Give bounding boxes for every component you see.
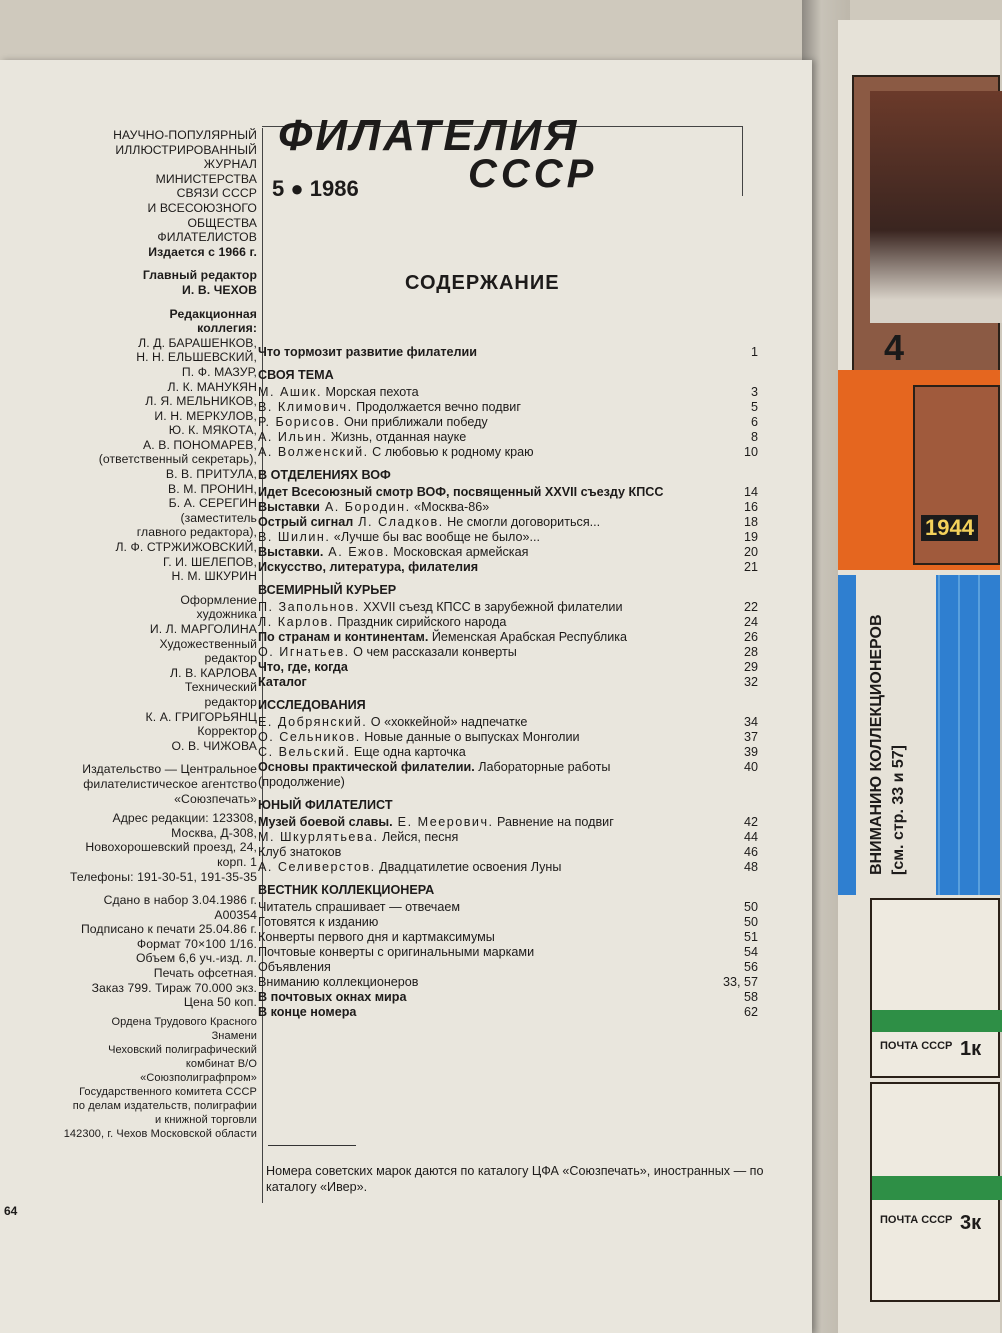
toc-entry-title [258, 660, 698, 675]
toc-entry-author: О. Игнатьев. [258, 645, 350, 659]
toc-entry-page: 1 [750, 345, 758, 359]
toc-entry-page [698, 775, 758, 790]
toc-entry [258, 615, 758, 630]
toc-entry-author: А. Ежов. [323, 545, 390, 559]
imprint-line: МИНИСТЕРСТВА [155, 171, 257, 186]
toc-entry-author: В. Климович. [258, 400, 353, 414]
toc-entry-title [258, 730, 698, 745]
toc-section-heading: В ОТДЕЛЕНИЯХ ВОФ [258, 468, 391, 482]
imprint-line: Объем 6,6 уч.-изд. л. [135, 951, 257, 966]
toc-entry-text: Лейся, песня [378, 830, 459, 844]
imprint-line: Сдано в набор 3.04.1986 г. [103, 893, 257, 908]
imprint-line: Цена 50 коп. [183, 995, 257, 1010]
imprint-line: по делам издательств, полиграфии [72, 1099, 257, 1112]
toc-entry-text: Каталог [258, 675, 307, 689]
toc-entry [258, 385, 758, 400]
imprint-since: Издается с 1966 г. [148, 244, 257, 259]
notice-text [866, 614, 910, 875]
toc-entry-rubric: Острый сигнал [258, 515, 354, 529]
toc-entry [258, 745, 758, 760]
stamp-thermology-1k [870, 898, 1000, 1078]
toc-entry-text: Конверты первого дня и картмаксимумы [258, 930, 495, 944]
toc-entry-title [258, 930, 698, 945]
toc-entry-page: 42 [743, 815, 758, 829]
toc-entry-text: «Москва-86» [410, 500, 490, 514]
toc-entry-title [258, 430, 698, 445]
toc-entry-page: 44 [743, 830, 758, 844]
imprint-line: Новохорошевский проезд, 24, [85, 840, 257, 855]
toc-section-heading: ИССЛЕДОВАНИЯ [258, 698, 366, 712]
imprint-line: Чеховский полиграфический [108, 1043, 257, 1056]
toc-entry-text: Двадцатилетие освоения Луны [375, 860, 562, 874]
toc-entry-text: Объявления [258, 960, 331, 974]
imprint-line: Корректор [197, 724, 257, 739]
toc-entry-rubric: Выставки [258, 500, 320, 514]
toc-entry-page: 20 [743, 545, 758, 559]
imprint-line: Государственного комитета СССР [79, 1085, 257, 1098]
imprint-line: комбинат В/О [185, 1057, 257, 1070]
imprint-line: художника [196, 607, 257, 622]
imprint-line: НАУЧНО-ПОПУЛЯРНЫЙ [113, 128, 257, 142]
toc-entry-title [258, 845, 698, 860]
toc-entry-title [258, 960, 698, 975]
toc-entry-page: 40 [743, 760, 758, 774]
toc-entry-author: Е. Добрянский. [258, 715, 368, 729]
notice-line-2: [см. стр. 33 и 57] [890, 745, 907, 875]
toc-entry-page: 33, 57 [722, 975, 758, 989]
stamp-thermology-1k-label: ПОЧТА СССР [880, 1040, 953, 1052]
chief-editor-label: Главный редактор [142, 268, 257, 283]
imprint-line: Адрес редакции: 123308, [112, 811, 257, 826]
toc-entry-rubric: Основы практической филателии. [258, 760, 475, 774]
toc-entry-page: 58 [743, 990, 758, 1004]
toc-entry-page: 34 [743, 715, 758, 729]
imprint-line: 142300, г. Чехов Московской области [63, 1127, 257, 1140]
toc-entry-title [258, 645, 698, 660]
toc-entry [258, 660, 758, 675]
stamp-1944-year: 1944 [921, 515, 978, 541]
toc-entry-title [258, 715, 698, 730]
toc-entry-page: 51 [743, 930, 758, 944]
stamp-kremlin [852, 75, 1000, 375]
toc-entry-title [258, 485, 698, 500]
toc-entry-page: 14 [743, 485, 758, 499]
toc-entry-page: 39 [743, 745, 758, 759]
toc-entry [258, 975, 758, 990]
toc-entry-title [258, 545, 698, 560]
toc-entry-author: В. Шилин. [258, 530, 331, 544]
page-number: 64 [4, 1204, 18, 1218]
toc-entry-rubric: По странам и континентам. [258, 630, 429, 644]
imprint-line: И. Н. МЕРКУЛОВ, [154, 408, 257, 423]
toc-entry-title [258, 400, 698, 415]
toc-entry-author: М. Шкурлятьева. [258, 830, 379, 844]
toc-entry-author: А. Бородин. [319, 500, 411, 514]
toc-entry-page: 21 [743, 560, 758, 574]
toc-entry-page: 29 [743, 660, 758, 674]
toc-entry [258, 945, 758, 960]
toc-entry-title [258, 560, 698, 575]
toc-entry-text: Продолжается вечно подвиг [352, 400, 521, 414]
toc-entry-text: Морская пехота [322, 385, 419, 399]
imprint-line: филателистическое агентство [83, 776, 257, 791]
notice-line-1: ВНИМАНИЮ КОЛЛЕКЦИОНЕРОВ [868, 614, 885, 875]
imprint-line: Б. А. СЕРЕГИН [168, 496, 257, 511]
toc-entry-title [258, 760, 698, 775]
imprint-line: ОБЩЕСТВА [187, 215, 257, 230]
imprint-column [10, 128, 257, 1141]
toc-entry-text: Они приближали победу [340, 415, 488, 429]
toc-entry-rubric: Музей боевой славы. [258, 815, 393, 829]
toc-entry-title [258, 345, 698, 360]
toc-entry-page: 37 [743, 730, 758, 744]
toc-entry-author: А. Волженский. [258, 445, 369, 459]
imprint-line: (ответственный секретарь), [98, 452, 257, 467]
toc-entry [258, 630, 758, 645]
imprint-about [10, 128, 257, 259]
toc-entry-text: Искусство, литература, филателия [258, 560, 479, 574]
imprint-line: СВЯЗИ СССР [176, 186, 257, 201]
imprint-line: Формат 70×100 1/16. [136, 936, 257, 951]
toc-section-heading: ВЕСТНИК КОЛЛЕКЦИОНЕРА [258, 883, 435, 897]
toc-entry-author: Л. Карлов. [258, 615, 334, 629]
toc-entry-title [258, 675, 698, 690]
footnote: Номера советских марок даются по каталогу ЦФА «Союзпечать», иностранных — по каталогу «Ивер». [266, 1164, 764, 1194]
address-list [10, 811, 257, 884]
imprint-line: И. Л. МАРГОЛИНА [149, 622, 257, 636]
imprint-line: И ВСЕСОЮЗНОГО [147, 200, 257, 215]
toc-entry-author: А. Селиверстов. [258, 860, 376, 874]
imprint-line: Ю. К. МЯКОТА, [168, 423, 257, 438]
toc-entry-page: 6 [750, 415, 758, 429]
imprint-line: Н. М. ШКУРИН [171, 569, 257, 584]
imprint-line: корп. 1 [217, 854, 257, 869]
toc-entry [258, 1005, 758, 1020]
toc-entry [258, 900, 758, 915]
stamp-thermology-3k-band [872, 1176, 1002, 1200]
imprint-line: Печать офсетная. [153, 966, 257, 981]
toc-entry-page: 50 [743, 915, 758, 929]
imprint-line: Знамени [211, 1029, 257, 1042]
stamp-kremlin-value: 4 [884, 327, 905, 368]
toc-entry-text: Идет Всесоюзный смотр ВОФ, посвященный XXVII съезду КПСС [258, 485, 664, 499]
toc-entry-title [258, 385, 698, 400]
toc-entry-author: Р. Борисов. [258, 415, 341, 429]
table-of-contents [258, 345, 758, 1020]
toc-entry-page: 48 [743, 860, 758, 874]
toc-entry-text: Жизнь, отданная науке [327, 430, 467, 444]
imprint-line: Подписано к печати 25.04.86 г. [80, 922, 257, 937]
imprint-line: П. Ф. МАЗУР, [181, 364, 257, 379]
toc-entry-text: Читатель спрашивает — отвечаем [258, 900, 461, 914]
toc-entry [258, 730, 758, 745]
toc-entry-text: Что, где, когда [258, 660, 348, 674]
chief-editor-name: И. В. ЧЕХОВ [182, 282, 257, 297]
toc-entry [258, 815, 758, 830]
toc-entry-text: Что тормозит развитие филателии [258, 345, 478, 359]
toc-entry-page: 32 [743, 675, 758, 689]
toc-entry [258, 600, 758, 615]
imprint-line: Л. Д. БАРАШЕНКОВ, [138, 335, 257, 350]
imprint-line: Л. В. КАРЛОВА [170, 665, 257, 680]
toc-entry-page: 18 [743, 515, 758, 529]
toc-entry-text: В конце номера [258, 1005, 357, 1019]
toc-entry-rubric: Выставки. [258, 545, 324, 559]
toc-entry-author: М. Ашик. [258, 385, 323, 399]
imprint-line: (заместитель [180, 510, 257, 525]
toc-entry-text: Клуб знатоков [258, 845, 342, 859]
toc-entry-page: 50 [743, 900, 758, 914]
toc-entry-text: Праздник сирийского народа [333, 615, 507, 629]
toc-entry-title [258, 945, 698, 960]
magazine-title-line2: СССР [468, 152, 598, 196]
toc-entry [258, 860, 758, 875]
board-label: Редакционная [169, 306, 257, 321]
toc-entry-page: 46 [743, 845, 758, 859]
toc-entry [258, 560, 758, 575]
toc-entry [258, 530, 758, 545]
imprint-line: Л. К. МАНУКЯН [167, 379, 257, 394]
imprint-line: Издательство — Центральное [82, 762, 257, 777]
toc-entry-author: Л. Сладков. [353, 515, 444, 529]
toc-entry-text: Почтовые конверты с оригинальными марками [258, 945, 535, 959]
toc-entry [258, 500, 758, 515]
toc-entry-author: С. Вельский. [258, 745, 351, 759]
imprint-line: К. А. ГРИГОРЬЯНЦ [145, 709, 257, 724]
toc-entry-text: XXVII съезд КПСС в зарубежной филателии [359, 600, 623, 614]
imprint-line: «Союзпечать» [174, 791, 257, 806]
toc-section-heading: ЮНЫЙ ФИЛАТЕЛИСТ [258, 798, 393, 812]
toc-entry [258, 545, 758, 560]
imprint-line: Москва, Д-308, [171, 825, 257, 840]
imprint-line: Ордена Трудового Красного [111, 1015, 257, 1028]
imprint-line: ФИЛАТЕЛИСТОВ [157, 230, 257, 245]
imprint-line: Художественный [159, 636, 257, 651]
toc-entry-page: 54 [743, 945, 758, 959]
toc-entry-title [258, 900, 698, 915]
toc-entry-page: 5 [750, 400, 758, 414]
toc-entry-page: 28 [743, 645, 758, 659]
imprint-line: ЖУРНАЛ [203, 157, 257, 172]
imprint-line: А00354 [214, 907, 257, 922]
toc-entry-title [258, 415, 698, 430]
imprint-line: ИЛЛЮСТРИРОВАННЫЙ [115, 142, 257, 157]
toc-entry-text: «Лучше бы вас вообще не было»... [330, 530, 541, 544]
toc-entry-title [258, 630, 698, 645]
toc-entry-text: Вниманию коллекционеров [258, 975, 419, 989]
toc-entry [258, 930, 758, 945]
toc-entry [258, 775, 758, 790]
toc-entry-text: Московская армейская [389, 545, 529, 559]
toc-entry-text: О «хоккейной» надпечатке [367, 715, 528, 729]
imprint-line: Телефоны: 191-30-51, 191-35-35 [70, 869, 257, 884]
toc-entry-text: Готовятся к изданию [258, 915, 379, 929]
facing-page [838, 20, 1000, 1333]
imprint-line: Заказ 799. Тираж 70.000 экз. [91, 980, 257, 995]
toc-entry-text: Новые данные о выпусках Монголии [360, 730, 580, 744]
toc-entry-text: С любовью к родному краю [368, 445, 534, 459]
toc-entry-author: П. Запольнов. [258, 600, 360, 614]
toc-entry-page: 22 [743, 600, 758, 614]
imprint-line: В. М. ПРОНИН, [168, 481, 257, 496]
toc-entry [258, 915, 758, 930]
toc-entry-title [258, 600, 698, 615]
toc-entry [258, 400, 758, 415]
magazine-title-line1: ФИЛАТЕЛИЯ [278, 111, 580, 160]
imprint-line: А. В. ПОНОМАРЕВ, [143, 437, 257, 452]
notice-box [856, 575, 936, 905]
toc-entry-page: 19 [743, 530, 758, 544]
toc-entry-title [258, 915, 698, 930]
toc-entry-title [258, 615, 698, 630]
design-list [10, 593, 257, 754]
toc-entry [258, 415, 758, 430]
toc-entry [258, 830, 758, 845]
imprint-line: Л. Ф. СТРЖИЖОВСКИЙ, [115, 540, 257, 555]
stamp-thermology-1k-value: 1к [960, 1038, 982, 1060]
toc-entry [258, 715, 758, 730]
toc-entry-page: 62 [743, 1005, 758, 1019]
toc-entry [258, 515, 758, 530]
toc-entry-text: (продолжение) [258, 775, 345, 789]
toc-section-heading: СВОЯ ТЕМА [258, 368, 334, 382]
stamp-thermology-3k [870, 1082, 1000, 1302]
toc-entry-text: Равнение на подвиг [493, 815, 614, 829]
toc-entry-author: Е. Меерович. [392, 815, 494, 829]
imprint-line: Технический [184, 680, 257, 695]
issue-number: 5 ● 1986 [272, 176, 359, 201]
toc-entry [258, 430, 758, 445]
toc-entry [258, 345, 758, 360]
toc-entry [258, 445, 758, 460]
toc-entry-text: Лабораторные работы [474, 760, 611, 774]
toc-entry-title [258, 860, 698, 875]
toc-entry-text: О чем рассказали конверты [349, 645, 517, 659]
toc-entry [258, 990, 758, 1005]
toc-entry-title [258, 830, 698, 845]
toc-entry [258, 960, 758, 975]
toc-entry-title [258, 975, 698, 990]
toc-entry-page: 10 [743, 445, 758, 459]
toc-entry-page: 8 [750, 430, 758, 444]
toc-entry-title [258, 775, 698, 790]
toc-entry-title [258, 515, 698, 530]
toc-entry [258, 760, 758, 775]
imprint-line: Оформление [180, 592, 257, 607]
toc-entry-page: 24 [743, 615, 758, 629]
stamp-thermology-3k-label: ПОЧТА СССР [880, 1214, 953, 1226]
imprint-line: В. В. ПРИТУЛА, [165, 467, 257, 482]
toc-entry-text: Не смогли договориться... [443, 515, 601, 529]
masthead-right-rule [742, 126, 743, 196]
toc-entry-page: 16 [743, 500, 758, 514]
toc-entry-title [258, 745, 698, 760]
toc-entry-text: Еще одна карточка [350, 745, 466, 759]
toc-section-heading: ВСЕМИРНЫЙ КУРЬЕР [258, 583, 397, 597]
publisher-list [10, 762, 257, 806]
toc-entry-page: 3 [750, 385, 758, 399]
stamp-kremlin-picture [870, 91, 1002, 323]
toc-entry-title [258, 445, 698, 460]
footnote-rule [268, 1145, 356, 1146]
toc-entry-text: Йеменская Арабская Республика [428, 630, 628, 644]
toc-entry-title [258, 815, 698, 830]
toc-entry [258, 675, 758, 690]
imprint-line: Н. Н. ЕЛЬШЕВСКИЙ, [136, 350, 257, 365]
imprint-line: главного редактора), [136, 525, 257, 540]
toc-entry [258, 485, 758, 500]
stamp-1944 [913, 385, 1000, 565]
board-label: коллегия: [197, 321, 257, 336]
toc-entry [258, 645, 758, 660]
board-list [10, 336, 257, 584]
contents-heading: СОДЕРЖАНИЕ [405, 272, 560, 294]
imprint-line: редактор [204, 694, 257, 709]
toc-entry-title [258, 500, 698, 515]
stamp-thermology-1k-band [872, 1010, 1002, 1032]
toc-entry-text: В почтовых окнах мира [258, 990, 407, 1004]
toc-entry [258, 845, 758, 860]
print-list [10, 893, 257, 1010]
imprint-line: «Союзполиграфпром» [140, 1071, 257, 1084]
toc-entry-title [258, 1005, 698, 1020]
imprint-line: Г. И. ШЕЛЕПОВ, [163, 554, 257, 569]
toc-entry-title [258, 530, 698, 545]
toc-entry-title [258, 990, 698, 1005]
imprint-line: и книжной торговли [155, 1113, 257, 1126]
toc-entry-page: 56 [743, 960, 758, 974]
toc-entry-page: 26 [743, 630, 758, 644]
imprint-line: редактор [204, 651, 257, 666]
imprint-line: Л. Я. МЕЛЬНИКОВ, [145, 394, 257, 409]
printer-list [10, 1015, 257, 1141]
imprint-line: О. В. ЧИЖОВА [171, 738, 257, 753]
stamp-thermology-3k-value: 3к [960, 1212, 982, 1234]
toc-entry-author: А. Ильин. [258, 430, 328, 444]
toc-entry-author: О. Сельников. [258, 730, 361, 744]
